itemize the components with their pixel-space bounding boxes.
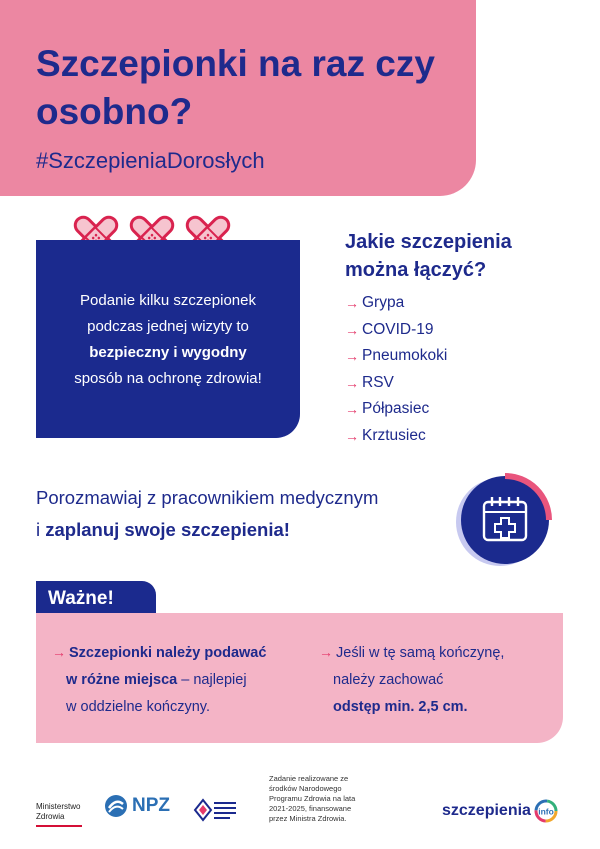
important-label: Ważne! xyxy=(36,581,156,617)
list-item xyxy=(345,370,447,397)
arrow-right-icon: → xyxy=(345,348,359,365)
hero-banner xyxy=(0,0,476,196)
brand-suffix: info xyxy=(538,806,554,817)
npz-logo xyxy=(104,794,170,818)
list-item xyxy=(345,396,447,423)
info-box xyxy=(36,240,300,438)
note-2-bold: odstęp min. 2,5 cm. xyxy=(333,699,468,715)
note-1-text-b: w oddzielne kończyny. xyxy=(66,699,211,715)
cta-line-1: Porozmawiaj z pracownikiem medycznym xyxy=(36,487,379,508)
calendar-plus-icon xyxy=(452,470,557,570)
important-box xyxy=(36,613,563,743)
list-item xyxy=(345,317,447,344)
list-item xyxy=(345,423,447,450)
arrow-right-icon: → xyxy=(345,295,359,312)
note-2-text-a: Jeśli w tę samą kończynę, xyxy=(336,645,505,661)
info-line-1: Podanie kilku szczepionek xyxy=(80,292,256,309)
info-ring-icon xyxy=(533,798,559,824)
ministry-line-2: Zdrowia xyxy=(36,812,65,821)
cta-bold: zaplanuj swoje szczepienia! xyxy=(45,519,290,540)
info-line-bold: bezpieczny i wygodny xyxy=(89,344,247,361)
list-item-label: RSV xyxy=(362,373,394,391)
arrow-right-icon: → xyxy=(52,644,66,660)
combine-title: Jakie szczepienia można łączyć? xyxy=(345,231,512,281)
hashtag: #SzczepieniaDorosłych xyxy=(36,148,265,173)
brand-logo xyxy=(442,798,559,824)
list-item-label: COVID-19 xyxy=(362,320,434,338)
vaccine-list xyxy=(345,290,447,449)
important-note-1 xyxy=(52,639,292,721)
arrow-right-icon: → xyxy=(319,644,333,660)
arrow-right-icon: → xyxy=(345,321,359,338)
info-line-4: sposób na ochronę zdrowia! xyxy=(74,370,262,387)
npz-text: NPZ xyxy=(132,795,170,816)
note-1-bold-a: Szczepionki należy podawać xyxy=(69,645,267,661)
important-note-2 xyxy=(319,639,559,721)
list-item-label: Krztusiec xyxy=(362,426,426,444)
note-1-bold-b: w różne miejsca xyxy=(66,672,178,688)
note-1-text-a: – najlepiej xyxy=(177,672,247,688)
footer xyxy=(0,770,600,849)
list-item-label: Półpasiec xyxy=(362,400,430,418)
arrow-right-icon: → xyxy=(345,427,359,444)
ministry-redline xyxy=(36,825,82,827)
ministry-logo xyxy=(36,802,82,827)
arrow-right-icon: → xyxy=(345,374,359,391)
list-item xyxy=(345,343,447,370)
cta-prefix: i xyxy=(36,519,46,540)
note-2-text-b: należy zachować xyxy=(333,672,444,688)
institute-logo-icon xyxy=(193,796,239,824)
brand-text: szczepienia xyxy=(442,802,531,819)
call-to-action xyxy=(36,482,456,546)
list-item-label: Pneumokoki xyxy=(362,347,448,365)
info-line-2: podczas jednej wizyty to xyxy=(87,318,249,335)
npz-logo-icon xyxy=(104,794,128,818)
list-item xyxy=(345,290,447,317)
ministry-line-1: Ministerstwo xyxy=(36,802,81,811)
list-item-label: Grypa xyxy=(362,294,405,312)
arrow-right-icon: → xyxy=(345,401,359,418)
funding-note: Zadanie realizowane ze środków Narodowego Programu Zdrowia na lata 2021-2025, finansowane przez Ministra Zdrowia. xyxy=(269,774,356,823)
page-title: Szczepionki na raz czy osobno? xyxy=(36,43,435,132)
